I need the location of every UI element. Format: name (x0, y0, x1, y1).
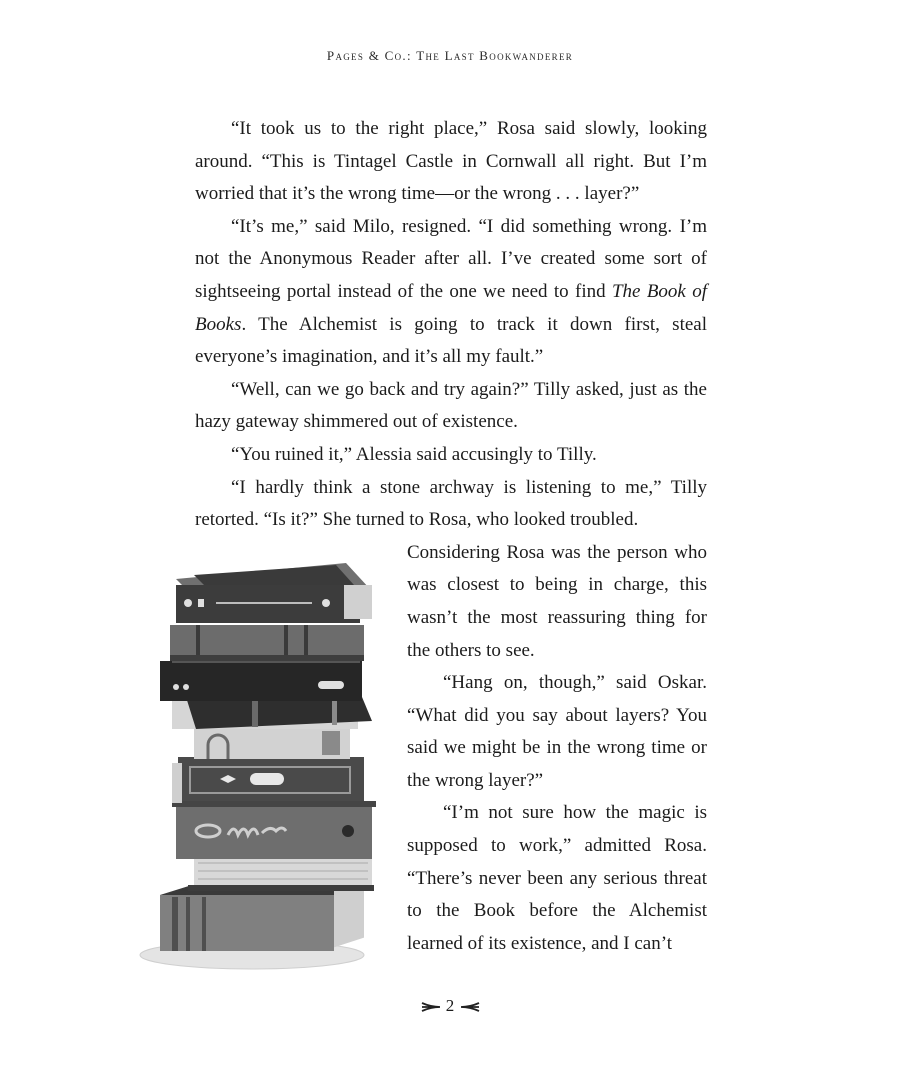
book-title: The Book of Books (195, 280, 707, 335)
paragraph: “Well, can we go back and try again?” Tilly asked, just as the hazy gateway shimmered out of existence. (195, 378, 707, 433)
body-text (195, 113, 707, 960)
paragraph: “I’m not sure how the magic is supposed to work,” admitted Rosa. “There’s never been any serious threat to the Book before the Alchemist learned of its existence, and I can’t (407, 802, 707, 954)
page-number: 2 (445, 996, 455, 1015)
ornament-left-icon (420, 1001, 442, 1013)
paragraph: “Hang on, though,” said Oskar. “What did you say about layers? You said we might be in the wrong time or the wrong layer?” (407, 672, 707, 791)
page-footer (0, 996, 900, 1016)
ornament-right-icon (459, 1001, 481, 1013)
paragraph: “I hardly think a stone archway is listening to me,” Tilly retorted. “Is it?” She turned to Rosa, who looked troubled. (195, 476, 707, 531)
running-header: Pages & Co.: The Last Bookwanderer (326, 48, 574, 63)
paragraph: “It took us to the right place,” Rosa said slowly, looking around. “This is Tintagel Castle in Cornwall all right. But I’m worried that it’s the wrong time—or the wrong . . . layer?” (195, 118, 707, 205)
paragraph-text: “It’s me,” said Milo, resigned. “I did something wrong. I’m not the Anonymous Reader after all. I’ve created some sort of sightseeing portal instead of the one we need to find (195, 215, 707, 302)
paragraph-text: . The Alchemist is going to track it down first, steal everyone’s imagination, and it’s all my fault.” (195, 313, 707, 368)
paragraph (195, 211, 707, 374)
paragraph-continuation: Considering Rosa was the person who was closest to being in charge, this wasn’t the most reassuring thing for the others to see. (407, 541, 707, 661)
paragraph: “You ruined it,” Alessia said accusingly to Tilly. (231, 443, 597, 465)
